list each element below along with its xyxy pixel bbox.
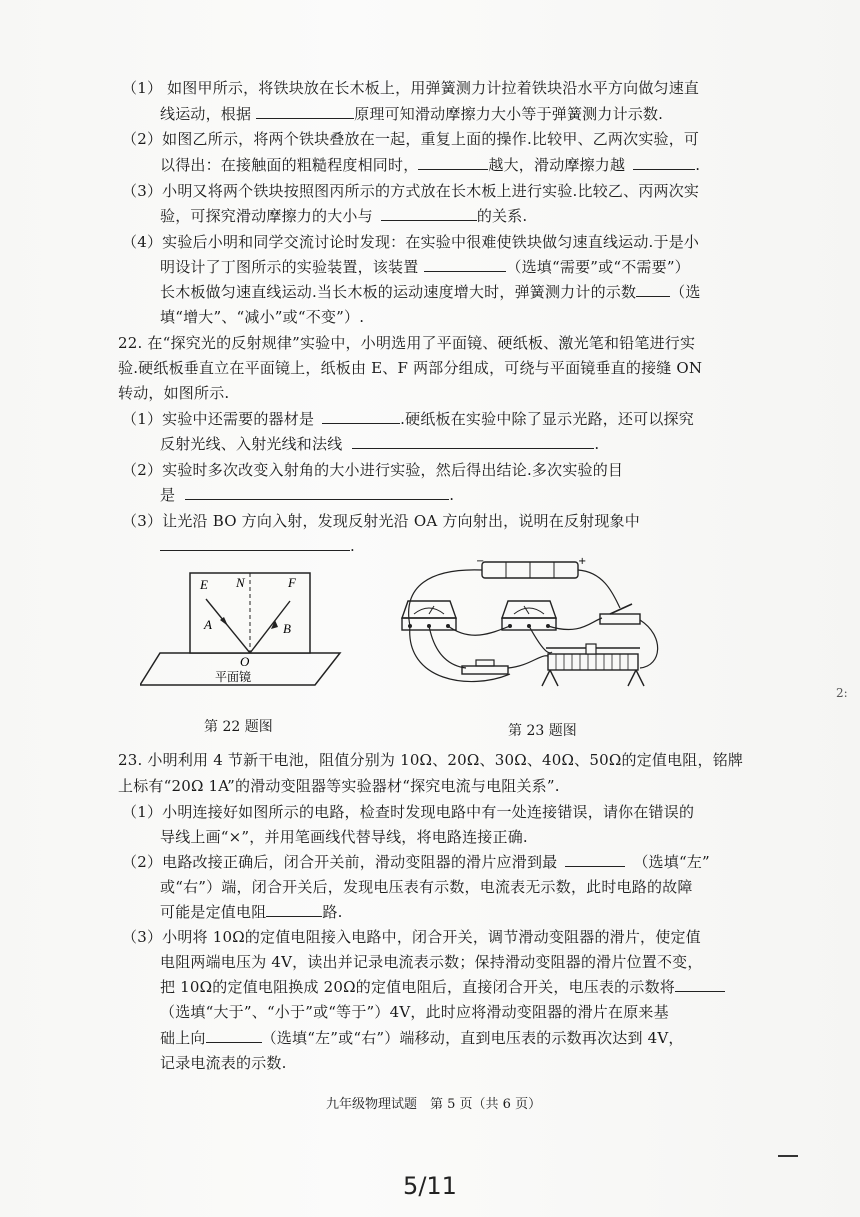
page-indicator: 5/11 [403,1172,457,1200]
text-fragment: .硬纸板在实验中除了显示光路，还可以探究 [400,410,694,428]
q22-part1-line2 [160,434,599,454]
q23-part2-line3 [160,902,343,922]
figure-23-caption: 第 23 题图 [508,723,577,739]
label-a: A [204,617,212,632]
q23-part2-line2: 或“右”）端，闭合开关后，发现电压表有示数，电流表无示数，此时电路的故障 [160,878,693,896]
text-fragment: 把 10Ω的定值电阻换成 20Ω的定值电阻后，直接闭合开关，电压表的示数将 [160,978,675,996]
text-fragment: （选填“左”或“右”）端移动，直到电压表的示数再次达到 4V， [261,1029,684,1047]
edge-mark: 2: [836,686,848,700]
q23-part3-line1: （3）小明将 10Ω的定值电阻接入电路中，闭合开关，调节滑动变阻器的滑片，使定值 [122,928,701,946]
q22-stem-line2: 验.硬纸板垂直立在平面镜上，纸板由 E、F 两部分组成，可绕与平面镜垂直的接缝 ON [118,359,703,377]
answer-blank[interactable] [160,536,350,551]
text-fragment: 是 [160,486,176,504]
figure-22-caption: 第 22 题图 [204,719,273,735]
label-n: N [236,575,245,590]
wire [578,570,620,608]
answer-blank[interactable] [322,409,400,424]
answer-blank[interactable] [185,485,449,500]
battery-plus-sign: + [578,556,587,567]
answer-blank[interactable] [565,852,625,867]
text-fragment: . [449,486,455,504]
answer-blank[interactable] [636,282,670,297]
text-fragment: 线运动，根据 [160,105,257,123]
edge-dash [778,1155,798,1157]
rheostat-leg [628,670,644,686]
q23-part3-line4: （选填“大于”、“小于”或“等于”）4V，此时应将滑动变阻器的滑片在原来基 [160,1003,669,1021]
text-fragment: 越大，滑动摩擦力越 [488,156,626,174]
wire [640,620,658,668]
q22-part3-line2 [160,536,355,556]
q22-stem-line3: 转动，如图所示. [118,384,230,402]
q21-part4-line1: （4）实验后小明和同学交流讨论时发现：在实验中很难使铁块做匀速直线运动.于是小 [122,233,700,251]
switch-base [600,614,640,624]
switch-lever [610,604,632,614]
q23-part3-line2: 电阻两端电压为 4V，读出并记录电流表示数；保持滑动变阻器的滑片位置不变， [160,953,703,971]
label-f: F [288,575,296,590]
answer-blank[interactable] [675,977,725,992]
answer-blank[interactable] [352,434,594,449]
mirror-label: 平面镜 [215,670,252,684]
q22-part2-line1: （2）实验时多次改变入射角的大小进行实验，然后得出结论.多次实验的目 [122,461,624,479]
text-fragment: 验，可探究滑动摩擦力的大小与 [160,207,373,225]
q22-stem-line1: 22. 在“探究光的反射规律”实验中，小明选用了平面镜、硬纸板、激光笔和铅笔进行实 [118,334,696,352]
q21-part4-line3 [160,282,701,302]
q23-part3-line6: 记录电流表的示数. [160,1054,287,1072]
fixed-resistor-body [476,660,494,666]
answer-blank[interactable] [424,257,506,272]
text-fragment: （选填“左” [633,853,710,871]
text-fragment: 的关系. [476,207,528,225]
q23-stem-line2: 上标有“20Ω 1A”的滑动变阻器等实验器材“探究电流与电阻关系”. [118,777,560,795]
q21-part2-line2 [160,155,700,175]
rheostat-coil [548,654,638,670]
q23-part1-line2: 导线上画“×”，并用笔画线代替导线，将电路连接正确. [160,828,528,846]
q22-part1-line1 [122,409,694,429]
q23-part3-line5 [160,1028,684,1048]
label-e: E [200,577,208,592]
text-fragment: （2）电路改接正确后，闭合开关前，滑动变阻器的滑片应滑到最 [122,853,558,871]
q21-part1-line2 [160,104,663,124]
text-fragment: 原理可知滑动摩擦力大小等于弹簧测力计示数. [354,105,664,123]
text-fragment: 明设计了丁图所示的实验装置，该装置 [160,258,419,276]
text-fragment: . [350,537,355,555]
answer-blank[interactable] [256,104,354,119]
fixed-resistor-base [462,666,508,674]
voltmeter-needle [429,606,434,614]
rheostat-slider [586,644,596,654]
text-fragment: （选填“需要”或“不需要”） [506,258,690,276]
label-b: B [283,621,291,636]
q23-part1-line1: （1）小明连接好如图所示的电路，检查时发现电路中有一处连接错误，请你在错误的 [122,803,695,821]
q21-part1-line1: （1） 如图甲所示，将铁块放在长木板上，用弹簧测力计拉着铁块沿水平方向做匀速直 [122,79,700,97]
wire [508,656,548,668]
text-fragment: 以得出：在接触面的粗糙程度相同时， [160,156,419,174]
text-fragment: （1）实验中还需要的器材是 [122,410,315,428]
text-fragment: 反射光线、入射光线和法线 [160,435,343,453]
wire [448,626,510,635]
text-fragment: （选 [670,283,701,301]
q23-part3-line3 [160,977,725,997]
figure-23-circuit-diagram [390,556,675,701]
ammeter-needle [524,606,529,614]
q23-stem-line1: 23. 小明利用 4 节新干电池，阻值分别为 10Ω、20Ω、30Ω、40Ω、50Ω的定值电阻，铭牌 [118,751,744,769]
answer-blank[interactable] [266,902,322,917]
answer-blank[interactable] [381,206,477,221]
q23-part2-line1 [122,852,710,872]
rheostat-leg [542,670,558,686]
answer-blank[interactable] [206,1028,262,1043]
text-fragment: 可能是定值电阻 [160,903,267,921]
text-fragment: 长木板做匀速直线运动.当长木板的运动速度增大时，弹簧测力计的示数 [160,283,637,301]
answer-blank[interactable] [418,155,488,170]
text-fragment: 路. [322,903,343,921]
ammeter-face [502,601,556,618]
text-fragment: . [594,435,600,453]
text-fragment: . [695,156,701,174]
q21-part2-line1: （2）如图乙所示，将两个铁块叠放在一起，重复上面的操作.比较甲、乙两次实验，可 [122,130,700,148]
answer-blank[interactable] [633,155,695,170]
q22-part2-line2 [160,485,454,505]
q21-part3-line1: （3）小明又将两个铁块按照图丙所示的方式放在长木板上进行实验.比较乙、丙两次实 [122,182,700,200]
q21-part4-line4: 填“增大”、“减小”或“不变”）. [160,308,365,326]
text-fragment: 础上向 [160,1029,206,1047]
q21-part4-line2 [160,257,690,277]
q21-part3-line2 [160,206,527,226]
q22-part3-line1: （3）让光沿 BO 方向入射，发现反射光沿 OA 方向射出，说明在反射现象中 [122,512,640,530]
wire [410,626,510,682]
battery-minus-sign: − [476,556,485,567]
figure-22-reflection-diagram [140,565,345,690]
label-o: O [240,654,250,669]
page-footer: 九年级物理试题 第 5 页（共 6 页） [326,1097,542,1112]
